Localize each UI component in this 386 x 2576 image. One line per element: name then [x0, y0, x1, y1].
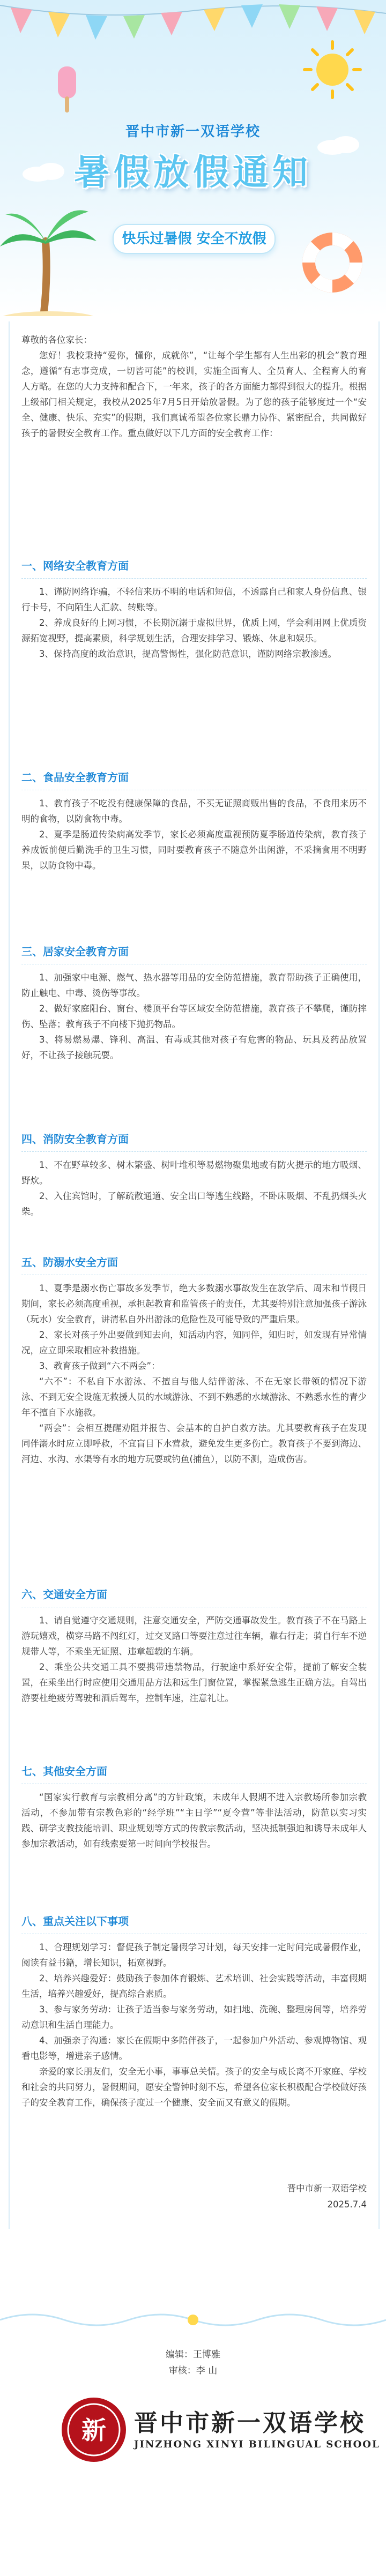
intro-block [21, 332, 367, 441]
paragraph: 2、家长对孩子外出要做到知去向，知活动内容，知同伴，知归时，如发现有异常情况，应立即采取相应补救措施。 [21, 1330, 367, 1356]
section-title: 六、交通安全方面 [21, 1586, 367, 1607]
footer [0, 2304, 386, 2576]
reviewer-credit: 审核：李 山 [168, 2365, 218, 2376]
section-home [21, 943, 367, 1063]
bunting-flags-decoration [0, 0, 386, 43]
paragraph: 3、参与家务劳动：让孩子适当参与家务劳动，如扫地、洗碗、整理房间等，培养劳动意识和生活自理能力。 [21, 2004, 367, 2030]
section-title: 二、食品安全教育方面 [21, 769, 367, 790]
paragraph: 2、做好家庭阳台、窗台、楼顶平台等区域安全防范措施，教育孩子不攀爬，谨防摔伤、坠落；教育孩子不向楼下抛扔物品。 [21, 1004, 367, 1029]
signature-school: 晋中市新一双语学校 [287, 2183, 367, 2193]
section-title: 七、其他安全方面 [21, 1763, 367, 1784]
editor-credit: 编辑：王博雅 [166, 2349, 220, 2360]
signature-block [21, 2181, 367, 2213]
paragraph: “国家实行教育与宗教相分离”的方针政策，未成年人假期不进入宗教场所参加宗教活动，不参加带有宗教色彩的“经学班”“主日学”“夏令营”等非法活动，防范以实习实践、研学支教技能培训、职业规划等方式的传教宗教活动，坚决抵制强迫和诱导未成年人参加宗教活动，如有线索要第一时间向学校报告。 [21, 1792, 367, 1849]
section-fire [21, 1130, 367, 1219]
notice-paper [9, 321, 380, 2229]
seal-text: 新 [81, 2416, 106, 2445]
section-focus [21, 1913, 367, 2110]
paragraph: 1、谨防网络诈骗，不轻信来历不明的电话和短信，不透露自己和家人身份信息、银行卡号，不向陌生人汇款、转账等。 [21, 587, 367, 612]
wave-divider-decoration [0, 2304, 386, 2336]
sun-icon [300, 38, 365, 102]
paragraph: 3、保持高度的政治意识，提高警惕性，强化防范意识，谨防网络宗教渗透。 [39, 649, 337, 659]
section-network [21, 557, 367, 662]
paragraph: 1、不在野草较多、树木繁盛、树叶堆积等易燃物聚集地或有防火提示的地方吸烟、野炊。 [21, 1160, 367, 1186]
paragraph: 2、培养兴趣爱好：鼓励孩子参加体育锻炼、艺术培训、社会实践等活动，丰富假期生活，培养兴趣爱好，提高综合素质。 [21, 1973, 367, 1999]
paragraph: 2、入住宾馆时，了解疏散通道、安全出口等逃生线路，不卧床吸烟、不乱扔烟头火柴。 [21, 1191, 367, 1217]
paragraph: 3、将易燃易爆、锋利、高温、有毒或其他对孩子有危害的物品、玩具及药品放置好，不让孩子接触玩耍。 [21, 1035, 367, 1060]
signature-date: 2025.7.4 [327, 2199, 367, 2210]
paragraph: 2、夏季是肠道传染病高发季节，家长必须高度重视预防夏季肠道传染病，教育孩子养成饭前便后勤洗手的卫生习惯，同时要教育孩子不随意外出闲游，不采摘食用不明野果，以防食物中毒。 [21, 829, 367, 871]
page-title: 暑假放假通知 [74, 152, 312, 193]
section-food [21, 769, 367, 873]
greeting: 尊敬的各位家长： [21, 335, 92, 345]
popsicle-icon [54, 64, 80, 118]
section-title: 五、防溺水安全方面 [21, 1254, 367, 1275]
paragraph: 2、乘坐公共交通工具不要携带违禁物品，行驶途中系好安全带，提前了解安全装置，在乘坐出行时应使用交通用品方法和远生门窗位置，掌握紧急逃生正确方法。自驾出游要杜绝疲劳驾驶和酒后驾车，控制车速，注意礼让。 [21, 1662, 367, 1703]
logo-chinese-name: 晋中市新一双语学校 [134, 2409, 366, 2437]
logo-english-name: JINZHONG XINYI BILINGUAL SCHOOL [134, 2439, 380, 2450]
section-title: 一、网络安全教育方面 [21, 557, 367, 579]
credits [0, 2347, 386, 2379]
section-drowning [21, 1254, 367, 1467]
palm-tree-icon [0, 204, 102, 316]
section-title: 三、居家安全教育方面 [21, 943, 367, 964]
paragraph: 1、加强家中电源、燃气、热水器等用品的安全防范措施，教育帮助孩子正确使用，防止触电、中毒、烫伤等事故。 [21, 972, 367, 998]
paragraph: 1、夏季是溺水伤亡事故多发季节，绝大多数溺水事故发生在放学后、周末和节假日期间，家长必须高度重视，承担起教育和监管孩子的责任，尤其要特别注意加强孩子游泳（玩水）安全教育，讲清私自外出游泳的危险性及可能导致的严重后果。 [21, 1283, 367, 1324]
school-logo-bar [0, 2390, 386, 2475]
section-other [21, 1763, 367, 1852]
paragraph: 3、教育孩子做到“六不两会”： [39, 1361, 160, 1371]
school-seal-icon [59, 2395, 129, 2465]
section-title: 八、重点关注以下事项 [21, 1913, 367, 1934]
paragraph: “两会”：会相互提醒劝阻并报告、会基本的自护自救方法。尤其要教育孩子在发现同伴溺水时应立即呼救，不宜盲目下水营救，避免发生更多伤亡。教育孩子不要到海边、河边、水沟、水渠等有水的地方玩耍或钓鱼(捕鱼），以防不测，造成伤害。 [21, 1423, 367, 1464]
closing-paragraph: 亲爱的家长朋友们，安全无小事，事事总关情。孩子的安全与成长离不开家庭、学校和社会的共同努力，暑假期间，愿安全警钟时刻不忘，希望各位家长积极配合学校做好孩子的安全教育工作，确保孩子度过一个健康、安全而又有意义的假期。 [21, 2066, 367, 2108]
header-banner [0, 0, 386, 316]
school-name: 晋中市新一双语学校 [125, 124, 261, 140]
swim-ring-icon [300, 230, 365, 295]
notice-content [0, 321, 386, 2250]
paragraph: 1、请自觉遵守交通规则，注意交通安全，严防交通事故发生。教育孩子不在马路上游玩嬉戏，横穿马路不闯红灯，过交叉路口等要注意过往车辆，靠右行走；骑自行车不逆规带人等，不乘坐无证照、违章超载的车辆。 [21, 1615, 367, 1657]
section-title: 四、消防安全教育方面 [21, 1130, 367, 1152]
paragraph: “六不”：不私自下水游泳、不擅自与他人结伴游泳、不在无家长带领的情况下游泳、不到无安全设施无救援人员的水域游泳、不到不熟悉的水域游泳、不熟悉水性的青少年不擅自下水施救。 [21, 1376, 367, 1418]
paragraph: 4、加强亲子沟通：家长在假期中多陪伴孩子，一起参加户外活动、参观博物馆、观看电影等，增进亲子感情。 [21, 2035, 367, 2061]
intro-paragraph: 您好！我校秉持“爱你，懂你，成就你”，“让每个学生都有人生出彩的机会”教育理念，遵循“有志事竟成，一切皆可能”的校训，实施全面育人、全员育人、全程育人的育人方略。在您的大力支持和配合下，一年来，孩子的各方面能力都得到很大的提升。根据上级部门相关规定，我校从2025年7月5日开始放暑假。为了您的孩子能够度过一个“安全、健康、快乐、充实”的假期，我们真诚希望各位家长鼎力协作、紧密配合，共同做好孩子的暑假安全教育工作。重点做好以下几方面的安全教育工作： [21, 350, 367, 438]
paragraph: 1、合理规划学习：督促孩子制定暑假学习计划，每天安排一定时间完成暑假作业，阅读有益书籍，增长知识，拓宽视野。 [21, 1942, 367, 1968]
section-traffic [21, 1586, 367, 1706]
paragraph: 2、养成良好的上网习惯，不长期沉溺于虚拟世界，优质上网，学会利用网上优质资源拓宽视野，提高素质，科学规划生活，合理安排学习、锻炼、休息和娱乐。 [21, 618, 367, 643]
subtitle-pill: 快乐过暑假 安全不放假 [113, 224, 276, 254]
paragraph: 1、教育孩子不吃没有健康保障的食品，不买无证照商贩出售的食品，不食用来历不明的食物，以防食物中毒。 [21, 798, 367, 824]
